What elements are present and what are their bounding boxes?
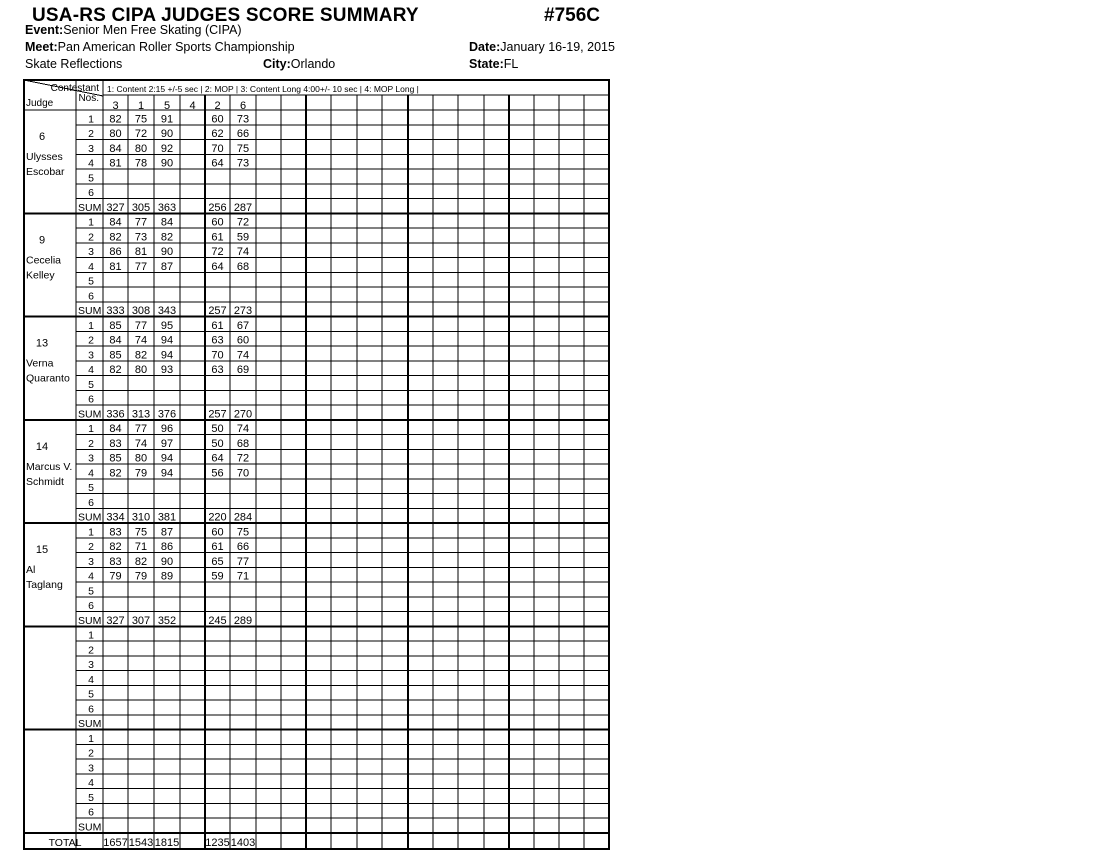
score-cell: 72 xyxy=(236,452,250,465)
score-cell: 50 xyxy=(211,423,224,435)
score-cell: 82 xyxy=(134,555,148,568)
score-cell: 77 xyxy=(134,216,148,229)
row-number: 4 xyxy=(88,673,94,686)
sum-label: SUM xyxy=(78,305,102,317)
score-cell: 79 xyxy=(109,570,122,583)
score-cell: 82 xyxy=(109,541,122,553)
score-cell: 75 xyxy=(134,526,148,539)
sum-cell: 273 xyxy=(233,305,253,317)
state-label: State: xyxy=(469,57,504,71)
judge-number: 6 xyxy=(38,131,46,143)
score-cell: 89 xyxy=(160,570,174,583)
club-name: Skate Reflections xyxy=(25,57,123,71)
judge-name: Verna xyxy=(26,357,54,370)
sum-cell: 310 xyxy=(131,511,151,524)
total-cell: 1543 xyxy=(128,836,154,849)
score-cell: 93 xyxy=(160,364,174,376)
score-cell: 86 xyxy=(160,541,174,553)
judge-number: 15 xyxy=(35,544,49,556)
contestant-number: 3 xyxy=(112,100,119,112)
score-cell: 79 xyxy=(134,467,148,480)
score-cell: 83 xyxy=(109,437,122,450)
score-cell: 90 xyxy=(160,555,174,568)
row-number: 6 xyxy=(88,187,94,199)
score-cell: 74 xyxy=(236,423,250,435)
total-cell: 1235 xyxy=(205,836,230,849)
score-cell: 84 xyxy=(109,423,122,435)
score-cell: 80 xyxy=(134,142,148,155)
sum-cell: 270 xyxy=(233,408,253,421)
row-number: 4 xyxy=(88,467,94,480)
judge-name: Schmidt xyxy=(26,475,64,488)
score-cell: 72 xyxy=(211,246,224,258)
sum-cell: 363 xyxy=(157,201,177,214)
row-number: 3 xyxy=(88,762,94,775)
score-cell: 70 xyxy=(211,142,224,155)
score-cell: 91 xyxy=(160,113,174,126)
score-cell: 50 xyxy=(211,437,224,450)
score-cell: 60 xyxy=(211,526,224,539)
judge-number: 13 xyxy=(35,337,49,350)
score-legend: 1: Content 2:15 +/-5 sec | 2: MOP | 3: Content Long 4:00+/- 10 sec | 4: MOP Long | xyxy=(107,84,419,94)
contestant-number: 5 xyxy=(163,100,171,112)
score-cell: 61 xyxy=(211,231,224,244)
score-cell: 85 xyxy=(109,319,122,332)
row-number: 3 xyxy=(88,555,94,568)
sum-cell: 333 xyxy=(106,305,125,317)
row-number: 1 xyxy=(88,732,94,745)
score-cell: 82 xyxy=(134,349,148,362)
sum-cell: 257 xyxy=(208,408,227,421)
score-cell: 80 xyxy=(109,128,122,140)
score-cell: 74 xyxy=(134,437,148,450)
row-number: 3 xyxy=(88,349,94,362)
score-cell: 84 xyxy=(160,216,174,229)
score-cell: 63 xyxy=(211,364,224,376)
score-cell: 59 xyxy=(211,570,224,583)
sum-cell: 313 xyxy=(131,408,151,421)
score-cell: 67 xyxy=(236,319,250,332)
row-number: 2 xyxy=(88,747,94,760)
row-number: 4 xyxy=(88,260,94,273)
row-number: 4 xyxy=(88,777,94,789)
event-value: Senior Men Free Skating (CIPA) xyxy=(63,23,242,37)
sum-cell: 287 xyxy=(233,201,253,214)
score-cell: 60 xyxy=(236,334,250,347)
meet-label: Meet: xyxy=(25,40,58,54)
state-value: FL xyxy=(503,57,519,71)
score-cell: 87 xyxy=(160,526,174,539)
total-label: TOTAL xyxy=(48,836,82,849)
contestant-number: 4 xyxy=(189,100,196,112)
score-cell: 63 xyxy=(211,334,224,347)
date-value: January 16-19, 2015 xyxy=(500,40,615,54)
row-number: 3 xyxy=(88,246,94,258)
score-cell: 79 xyxy=(134,570,148,583)
score-cell: 82 xyxy=(109,113,122,126)
score-cell: 82 xyxy=(109,364,122,376)
row-number: 6 xyxy=(88,290,94,303)
sum-label: SUM xyxy=(78,614,102,627)
sum-cell: 257 xyxy=(208,305,227,317)
score-cell: 69 xyxy=(236,364,250,376)
judge-name: Kelley xyxy=(26,269,55,282)
score-cell: 66 xyxy=(236,128,250,140)
sum-cell: 289 xyxy=(233,614,253,627)
score-cell: 60 xyxy=(211,216,224,229)
score-cell: 95 xyxy=(160,319,174,332)
row-number: 5 xyxy=(88,688,94,701)
score-cell: 86 xyxy=(109,246,122,258)
score-cell: 68 xyxy=(236,260,250,273)
sum-cell: 308 xyxy=(131,305,151,317)
row-number: 5 xyxy=(88,275,94,288)
score-cell: 83 xyxy=(109,526,122,539)
score-cell: 65 xyxy=(211,555,224,568)
sum-cell: 305 xyxy=(131,201,151,214)
score-cell: 60 xyxy=(211,113,224,126)
sum-cell: 327 xyxy=(106,201,125,214)
row-number: 2 xyxy=(88,437,94,450)
score-cell: 74 xyxy=(236,246,250,258)
sum-label: SUM xyxy=(78,201,102,214)
row-number: 5 xyxy=(88,172,94,185)
judge-name: Ulysses xyxy=(26,151,63,163)
row-number: 3 xyxy=(88,452,94,465)
row-number: 4 xyxy=(88,570,94,583)
judge-name: Marcus V. xyxy=(26,460,73,473)
score-cell: 94 xyxy=(160,467,174,480)
score-cell: 85 xyxy=(109,452,122,465)
row-number: 1 xyxy=(88,423,94,435)
sum-label: SUM xyxy=(78,511,102,524)
score-cell: 75 xyxy=(236,142,250,155)
sum-cell: 343 xyxy=(157,305,177,317)
judge-number: 14 xyxy=(35,440,49,453)
sum-cell: 307 xyxy=(131,614,151,627)
score-cell: 56 xyxy=(211,467,224,480)
score-cell: 64 xyxy=(211,260,224,273)
sum-cell: 256 xyxy=(208,201,227,214)
judge-name: Cecelia xyxy=(26,254,62,267)
score-cell: 75 xyxy=(236,526,250,539)
row-number: 1 xyxy=(88,629,94,642)
score-cell: 66 xyxy=(236,541,250,553)
row-number: 4 xyxy=(88,364,94,376)
row-number: 5 xyxy=(88,791,94,804)
score-cell: 97 xyxy=(160,437,174,450)
row-number: 3 xyxy=(88,142,94,155)
meet-value: Pan American Roller Sports Championship xyxy=(57,40,295,54)
score-cell: 61 xyxy=(211,319,224,332)
score-cell: 75 xyxy=(134,113,148,126)
score-cell: 81 xyxy=(109,260,122,273)
score-cell: 96 xyxy=(160,423,174,435)
row-number: 2 xyxy=(88,644,94,657)
row-number: 2 xyxy=(88,541,94,553)
row-number: 6 xyxy=(88,703,94,716)
total-cell: 1657 xyxy=(103,836,128,849)
score-cell: 77 xyxy=(134,423,148,435)
score-cell: 64 xyxy=(211,157,224,170)
sum-cell: 334 xyxy=(106,511,125,524)
score-cell: 81 xyxy=(134,246,148,258)
corner-nos-label: Nos. xyxy=(78,93,99,104)
form-number: #756C xyxy=(544,5,600,26)
score-cell: 62 xyxy=(211,128,224,140)
score-cell: 90 xyxy=(160,157,174,170)
sum-cell: 352 xyxy=(157,614,177,627)
score-cell: 70 xyxy=(236,467,250,480)
row-number: 6 xyxy=(88,600,94,612)
score-cell: 73 xyxy=(236,113,250,126)
row-number: 5 xyxy=(88,482,94,494)
row-number: 2 xyxy=(88,128,94,140)
score-cell: 84 xyxy=(109,142,122,155)
row-number: 1 xyxy=(88,113,94,126)
score-cell: 68 xyxy=(236,437,250,450)
score-cell: 94 xyxy=(160,349,174,362)
contestant-number: 6 xyxy=(239,100,247,112)
contestant-number: 1 xyxy=(137,100,145,112)
sum-cell: 284 xyxy=(233,511,253,524)
score-cell: 71 xyxy=(134,541,148,553)
sum-cell: 376 xyxy=(157,408,177,421)
score-cell: 83 xyxy=(109,555,122,568)
score-cell: 78 xyxy=(134,157,148,170)
row-number: 5 xyxy=(88,378,94,391)
sum-label: SUM xyxy=(78,718,102,730)
page-title: USA-RS CIPA JUDGES SCORE SUMMARY xyxy=(32,5,419,26)
score-cell: 61 xyxy=(211,541,224,553)
sum-label: SUM xyxy=(78,408,102,421)
score-cell: 72 xyxy=(134,128,148,140)
total-cell: 1815 xyxy=(154,836,180,849)
row-number: 6 xyxy=(88,496,94,509)
row-number: 1 xyxy=(88,526,94,539)
city-value: Orlando xyxy=(290,57,336,71)
row-number: 2 xyxy=(88,334,94,347)
score-cell: 73 xyxy=(134,231,148,244)
corner-judge-label: Judge xyxy=(26,98,54,109)
score-cell: 90 xyxy=(160,128,174,140)
score-cell: 92 xyxy=(160,142,174,155)
score-cell: 82 xyxy=(109,467,122,480)
score-cell: 70 xyxy=(211,349,224,362)
score-cell: 80 xyxy=(134,364,148,376)
event-label: Event: xyxy=(25,23,64,37)
score-cell: 77 xyxy=(236,555,250,568)
row-number: 1 xyxy=(88,319,94,332)
judge-name: Al xyxy=(26,564,36,576)
row-number: 3 xyxy=(88,659,94,671)
score-cell: 74 xyxy=(134,334,148,347)
score-cell: 84 xyxy=(109,216,122,229)
score-cell: 64 xyxy=(211,452,224,465)
score-cell: 84 xyxy=(109,334,122,347)
score-cell: 82 xyxy=(109,231,122,244)
contestant-number: 2 xyxy=(214,100,221,112)
date-label: Date: xyxy=(469,40,501,54)
row-number: 5 xyxy=(88,585,94,598)
score-cell: 87 xyxy=(160,260,174,273)
sum-cell: 381 xyxy=(157,511,177,524)
city-label: City: xyxy=(263,57,291,71)
score-cell: 77 xyxy=(134,319,148,332)
score-cell: 59 xyxy=(236,231,250,244)
score-cell: 71 xyxy=(236,570,250,583)
judge-name: Taglang xyxy=(26,579,63,591)
total-cell: 1403 xyxy=(230,836,256,849)
row-number: 2 xyxy=(88,231,94,244)
score-cell: 94 xyxy=(160,452,174,465)
sum-label: SUM xyxy=(78,821,102,834)
score-cell: 80 xyxy=(134,452,148,465)
corner-contestant-label: Contestant xyxy=(50,83,99,94)
score-cell: 77 xyxy=(134,260,148,273)
row-number: 1 xyxy=(88,216,94,229)
row-number: 6 xyxy=(88,393,94,406)
sum-cell: 327 xyxy=(106,614,125,627)
score-cell: 81 xyxy=(109,157,122,170)
score-cell: 73 xyxy=(236,157,250,170)
score-cell: 94 xyxy=(160,334,174,347)
judge-number: 9 xyxy=(38,234,46,247)
sum-cell: 336 xyxy=(106,408,125,421)
judge-name: Escobar xyxy=(26,166,65,178)
judge-name: Quaranto xyxy=(26,372,70,385)
score-cell: 72 xyxy=(236,216,250,229)
score-cell: 74 xyxy=(236,349,250,362)
row-number: 4 xyxy=(88,157,94,170)
sum-cell: 220 xyxy=(208,511,227,524)
row-number: 6 xyxy=(88,806,94,819)
score-cell: 82 xyxy=(160,231,174,244)
score-cell: 85 xyxy=(109,349,122,362)
sum-cell: 245 xyxy=(208,614,227,627)
score-cell: 90 xyxy=(160,246,174,258)
